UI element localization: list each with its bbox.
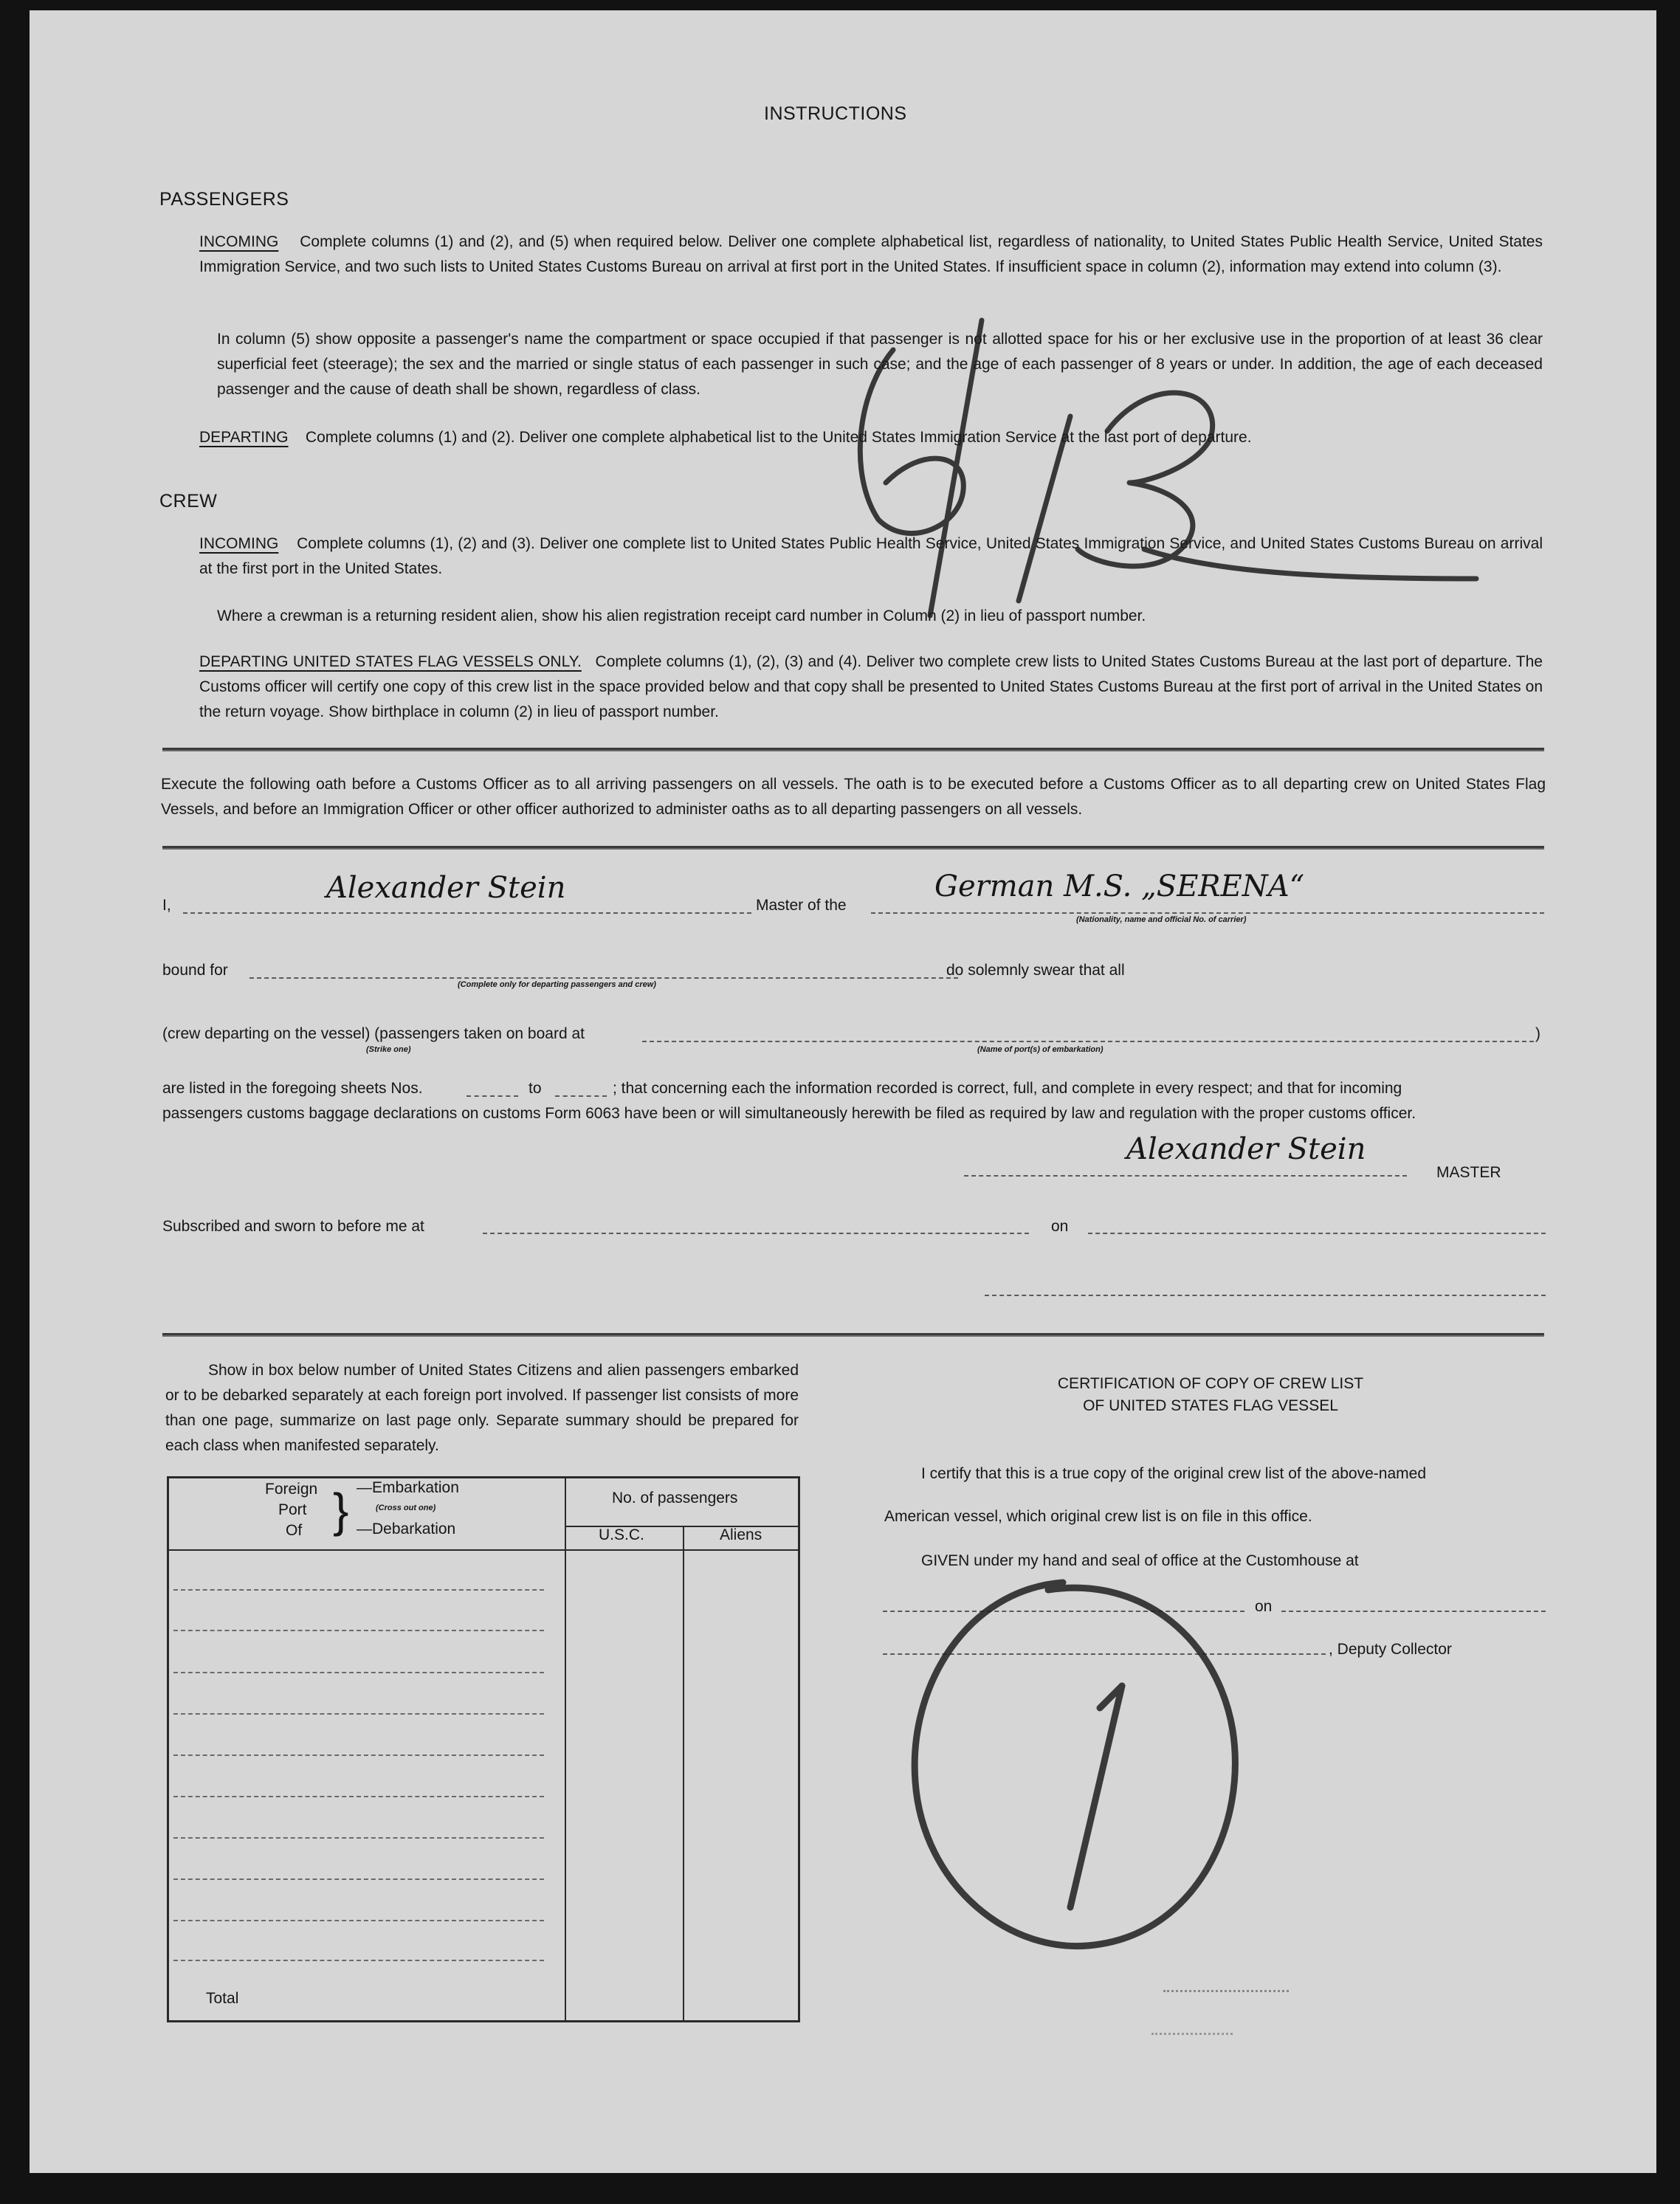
section-divider [162,748,1544,751]
vessel-handwritten: German M.S. „SERENA“ [934,869,1305,903]
baggage-text: passengers customs baggage declarations on customs Form 6063 have been or will simultaneously herewith be filed as required by law and regulation with the proper customs officer. [162,1105,1416,1122]
embarkation-label: —Embarkation [357,1479,459,1496]
circled-1-mark [878,1560,1262,1974]
table-row [173,1920,544,1921]
certify-line-2: American vessel, which original crew list is on file in this office. [884,1508,1312,1525]
passengers-departing-text: Complete columns (1) and (2). Deliver one complete alphabetical list to the United States Immigration Service at the last port of departure. [305,429,1252,446]
subscribed-place-field [483,1233,1029,1234]
given-text: GIVEN under my hand and seal of office at the Customhouse at [921,1552,1359,1569]
passengers-departing-label: DEPARTING [199,429,289,446]
table-row [173,1878,544,1880]
column5-paragraph: In column (5) show opposite a passenger's name the compartment or space occupied if that passenger is not allotted space for his or her exclusive use in the proportion of at least 36 clear superficial feet (steerage); the sex and the married or single status of each passenger in such case; and the age of each passenger of 8 years or under. In addition, the age of each deceased passenger and the cause of death shall be shown, regardless of class. [217,331,1543,398]
faded-stamp-mark [1163,1990,1289,2001]
summary-note: Show in box below number of United States Citizens and alien passengers embarked or to be debarked separately at each foreign port involved. If passenger list consists of more than one page, summarize on last page only. Separate summary should be prepared for each class when manifested separately. [165,1362,799,1454]
crew-departing-text: Complete columns (1), (2), (3) and (4). Deliver two complete crew lists to United States Customs Bureau at the last port of departure. The Customs officer will certify one copy of this crew list in the space provided below and that copy shall be presented to United States Customs Bureau at the first port of arrival in the United States on the return voyage. Show birthplace in column (2) in lieu of passport number. [199,653,1543,720]
bound-for-note: (Complete only for departing passengers and crew) [458,980,656,989]
form-page [30,10,1656,2173]
table-row [173,1796,544,1797]
table-row [173,1754,544,1756]
certification-date-field [1281,1611,1546,1612]
sheets-to-label: to [529,1080,542,1097]
resident-alien-paragraph: Where a crewman is a returning resident alien, show his alien registration receipt card number in Column (2) in lieu of passport number. [217,607,1146,624]
table-row [173,1713,544,1715]
bound-for-label: bound for [162,962,228,979]
signature-line [964,1175,1407,1177]
table-row [173,1837,544,1839]
passengers-heading: PASSENGERS [159,189,289,210]
table-row [173,1672,544,1673]
brace-glyph: } [333,1484,349,1537]
sheets-text-b: ; that concerning each the information recorded is correct, full, and complete in every respect; and that for incoming [613,1080,1402,1097]
certification-on-label: on [1255,1598,1273,1615]
passengers-incoming-paragraph [199,230,1543,280]
sheets-to-field [555,1095,607,1097]
certification-title-1: CERTIFICATION OF COPY OF CREW LIST [1057,1375,1364,1392]
master-of-label: Master of the [756,897,847,914]
page-title: INSTRUCTIONS [764,103,907,124]
aliens-header: Aliens [720,1526,762,1543]
deputy-collector-label: , Deputy Collector [1329,1641,1452,1658]
close-paren: ) [1535,1025,1540,1042]
crew-departing-strike: (crew departing on the vessel) (passengers taken on board at [162,1025,585,1042]
subscribed-date-field [1088,1233,1546,1234]
oath-divider [162,846,1544,850]
crew-incoming-label: INCOMING [199,535,279,552]
crew-departing-label: DEPARTING UNITED STATES FLAG VESSELS ONLY. [199,653,582,670]
no-passengers-header: No. of passengers [612,1490,738,1506]
passengers-incoming-text: Complete columns (1) and (2), and (5) when required below. Deliver one complete alphabetical list, regardless of nationality, to United States Public Health Service, United States Immigration Service, and two such lists to United States Customs Bureau on arrival at first port in the United States. If insufficient space in column (2), information may extend into column (3). [199,233,1543,275]
subscribed-on-label: on [1051,1218,1069,1235]
passenger-summary-table [167,1476,800,2022]
foreign-label: Foreign [265,1481,318,1498]
sheets-text-a: are listed in the foregoing sheets Nos. [162,1080,423,1097]
crew-incoming-text: Complete columns (1), (2) and (3). Deliver one complete list to United States Public Health Service, United States Immigration Service, and United States Customs Bureau on arrival at the first port in the United States. [199,535,1543,577]
oath-instructions: Execute the following oath before a Customs Officer as to all arriving passengers on all vessels. The oath is to be executed before a Customs Officer as to all departing crew on United States Flag Vessels, and before an Immigration Officer or other officer authorized to administer oaths as to all departing passengers on all vessels. [161,776,1546,818]
total-label: Total [206,1990,239,2007]
certification-title-2: OF UNITED STATES FLAG VESSEL [1083,1397,1338,1414]
port-label: Port [278,1501,307,1518]
certify-line-1: I certify that this is a true copy of the original crew list of the above-named [921,1465,1426,1482]
crew-heading: CREW [159,491,218,512]
master-name-field [183,912,751,914]
officer-signature-field [985,1295,1546,1296]
lower-divider [162,1333,1544,1337]
subscribed-label: Subscribed and sworn to before me at [162,1218,424,1235]
debarkation-label: —Debarkation [357,1521,456,1537]
embarkation-note: (Name of port(s) of embarkation) [977,1045,1104,1054]
of-label: Of [286,1522,303,1539]
vessel-field [871,912,1544,914]
oath-i-label: I, [162,897,171,914]
master-signature: Alexander Stein [1126,1132,1366,1166]
strike-note: (Strike one) [366,1045,411,1054]
passengers-incoming-label: INCOMING [199,233,279,250]
embarkation-port-field [642,1041,1534,1042]
table-row [173,1630,544,1631]
table-row [173,1960,544,1961]
cross-out-note: (Cross out one) [376,1504,436,1512]
sheets-from-field [467,1095,518,1097]
vessel-note: (Nationality, name and official No. of carrier) [1076,915,1247,924]
handwritten-6-13-mark [797,306,1506,616]
bound-for-field [249,977,958,979]
faded-stamp-mark [1151,2033,1233,2042]
table-row [173,1589,544,1591]
swear-text: do solemnly swear that all [946,962,1125,979]
master-name-handwritten: Alexander Stein [326,871,566,905]
usc-header: U.S.C. [599,1526,644,1543]
master-label: MASTER [1436,1164,1501,1181]
crew-departing-paragraph [199,650,1543,725]
